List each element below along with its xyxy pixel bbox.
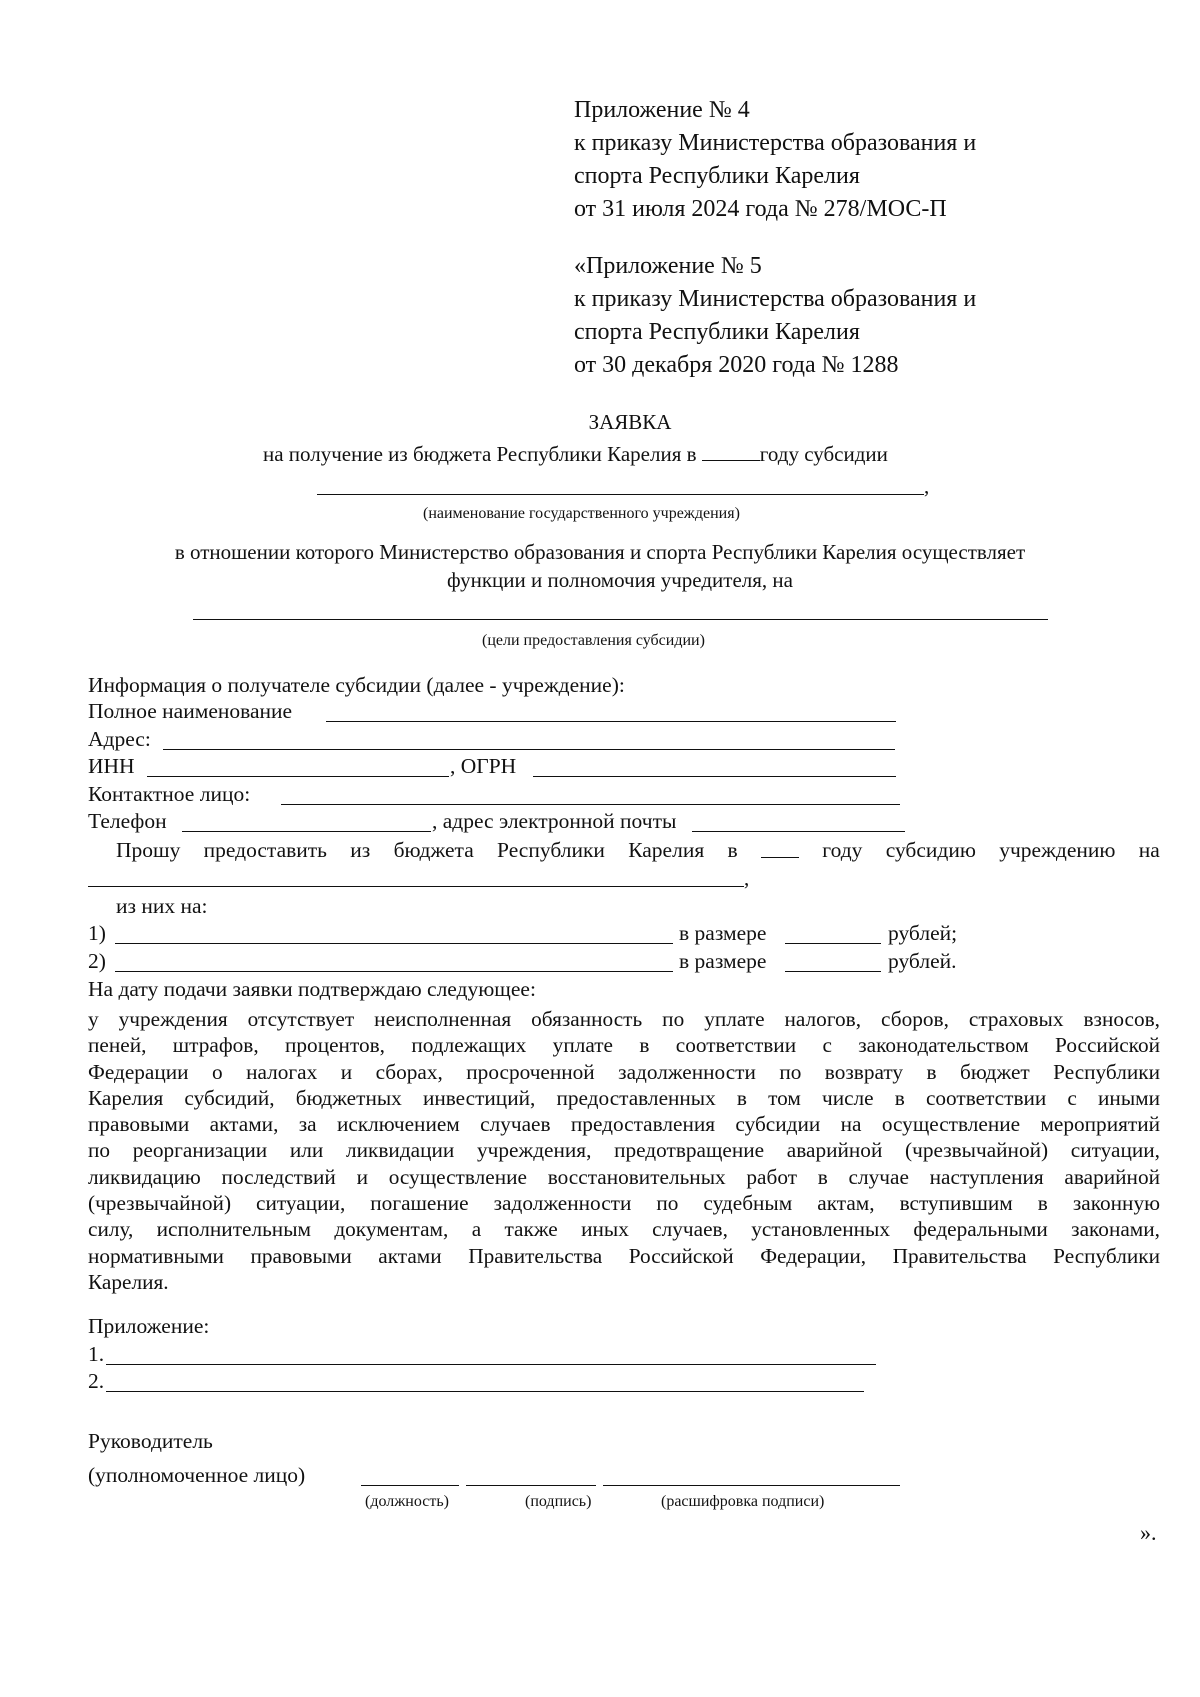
signature-authorized-label: (уполномоченное лицо)	[88, 1463, 306, 1487]
item-2-size: в размере	[679, 949, 767, 973]
request-word: бюджета	[393, 838, 474, 862]
ogrn-label: , ОГРН	[450, 754, 517, 778]
confirm-line: правовыми актами, за исключением случаев предоставления субсидии на осуществление мероприятий	[88, 1112, 1160, 1137]
decode-line	[603, 1485, 900, 1486]
document-title: ЗАЯВКА	[588, 410, 672, 434]
request-word: из	[350, 838, 371, 862]
confirm-line: Карелия субсидий, бюджетных инвестиций, предоставленных в том числе в соответствии с иными	[88, 1085, 1160, 1110]
item-number: 2)	[88, 949, 106, 973]
item-row-1	[88, 920, 106, 946]
request-word: предоставить	[203, 838, 327, 862]
appendix-line: Приложение № 4	[574, 97, 750, 123]
relation-line-1: в отношении которого Министерство образования и спорта Республики Карелия осуществляет	[174, 540, 1026, 564]
signature-head-label: Руководитель	[88, 1429, 213, 1453]
comma: ,	[924, 474, 930, 498]
closing-quote: ».	[1140, 1520, 1157, 1545]
appendix-line: от 30 декабря 2020 года № 1288	[574, 352, 899, 378]
phone-label: Телефон	[88, 809, 167, 833]
info-heading: Информация о получателе субсидии (далее - учреждение):	[88, 673, 625, 697]
email-line	[692, 831, 905, 832]
institution-caption: (наименование государственного учреждения)	[423, 505, 740, 522]
request-line	[116, 837, 1160, 863]
confirm-line: силу, исполнительным документам, а также иных случаев, установленных федеральными законами,	[88, 1217, 1160, 1242]
purpose-line	[193, 619, 1048, 620]
purpose-caption: (цели предоставления субсидии)	[482, 632, 705, 649]
inn-line	[147, 776, 449, 777]
position-caption: (должность)	[365, 1493, 449, 1510]
subtitle-text-b: году субсидии	[759, 442, 888, 466]
ogrn-line	[533, 776, 896, 777]
request-word: Республики	[497, 838, 605, 862]
comma: ,	[744, 866, 750, 890]
signature-line	[466, 1485, 596, 1486]
full-name-row	[88, 698, 292, 724]
of-them-label: из них на:	[116, 894, 208, 918]
confirm-paragraph	[88, 1006, 1160, 1295]
item-2-unit: рублей.	[888, 949, 957, 973]
attachment-2-line	[106, 1391, 864, 1392]
appendix-line: «Приложение № 5	[574, 253, 762, 279]
attachment-2-number: 2.	[88, 1369, 105, 1393]
contact-line	[281, 804, 900, 805]
confirm-line: пеней, штрафов, процентов, подлежащих уплате в соответствии с законодательством Российской	[88, 1033, 1160, 1058]
request-word: субсидию	[885, 838, 976, 862]
item-1-unit: рублей;	[888, 921, 958, 945]
phone-row	[88, 808, 167, 834]
request-word: учреждению	[999, 838, 1116, 862]
position-line	[361, 1485, 459, 1486]
item-1-size: в размере	[679, 921, 767, 945]
item-2-amount-line	[785, 971, 881, 972]
request-word: в	[727, 838, 738, 862]
confirm-line: Федерации о налогах и сборах, просроченной задолженности по возврату в бюджет Республики	[88, 1059, 1160, 1084]
appendix-line: спорта Республики Карелия	[574, 163, 860, 189]
full-name-label: Полное наименование	[88, 699, 293, 723]
item-1-amount-line	[785, 943, 881, 944]
appendix-line: от 31 июля 2024 года № 278/МОС-П	[574, 196, 947, 222]
decode-caption: (расшифровка подписи)	[661, 1493, 825, 1510]
appendix-4-header	[574, 94, 976, 226]
request-word: на	[1138, 838, 1160, 862]
request-word: Карелия	[628, 838, 705, 862]
confirm-line: Карелия.	[88, 1269, 169, 1294]
confirm-line: ликвидацию последствий и осуществление восстановительных работ в случае наступления аварийной	[88, 1164, 1160, 1189]
phone-line	[182, 831, 431, 832]
attachment-1-line	[106, 1364, 876, 1365]
signature-caption: (подпись)	[525, 1493, 592, 1510]
year-blank	[702, 440, 760, 461]
appendix-5-header	[574, 250, 976, 382]
relation-line-2: функции и полномочия учредителя, на	[447, 568, 793, 592]
confirm-line: по реорганизации или ликвидации учреждения, предотвращение аварийной (чрезвычайной) ситуации,	[88, 1138, 1160, 1163]
contact-row	[88, 781, 250, 807]
subtitle-text-a: на получение из бюджета Республики Карелия в	[263, 442, 697, 466]
appendix-line: спорта Республики Карелия	[574, 319, 860, 345]
item-2-line	[115, 971, 673, 972]
email-label: , адрес электронной почты	[432, 809, 677, 833]
address-row	[88, 726, 151, 752]
inn-ogrn-row	[88, 753, 135, 779]
confirm-line: нормативными правовыми актами Правительства Российской Федерации, Правительства Республики	[88, 1243, 1160, 1268]
address-label: Адрес:	[88, 727, 151, 751]
confirm-heading: На дату подачи заявки подтверждаю следующее:	[88, 977, 536, 1001]
address-line	[163, 749, 895, 750]
institution-name-line	[317, 494, 924, 495]
request-purpose-line	[88, 886, 744, 887]
appendix-line: к приказу Министерства образования и	[574, 286, 977, 312]
item-1-line	[115, 943, 673, 944]
item-number: 1)	[88, 921, 106, 945]
inn-label: ИНН	[88, 754, 135, 778]
attachment-1-number: 1.	[88, 1342, 105, 1366]
confirm-line: у учреждения отсутствует неисполненная обязанность по уплате налогов, сборов, страховых взносов,	[88, 1007, 1160, 1031]
full-name-line	[326, 721, 896, 722]
request-year-blank	[761, 837, 799, 858]
request-word: Прошу	[116, 838, 181, 862]
contact-label: Контактное лицо:	[88, 782, 251, 806]
appendix-line: к приказу Министерства образования и	[574, 130, 977, 156]
confirm-line: (чрезвычайной) ситуации, погашение задолженности по судебным актам, вступившим в законную	[88, 1191, 1160, 1216]
request-word: году	[822, 838, 863, 862]
attachments-heading: Приложение:	[88, 1314, 210, 1338]
item-row-2	[88, 948, 106, 974]
subtitle	[263, 440, 888, 467]
